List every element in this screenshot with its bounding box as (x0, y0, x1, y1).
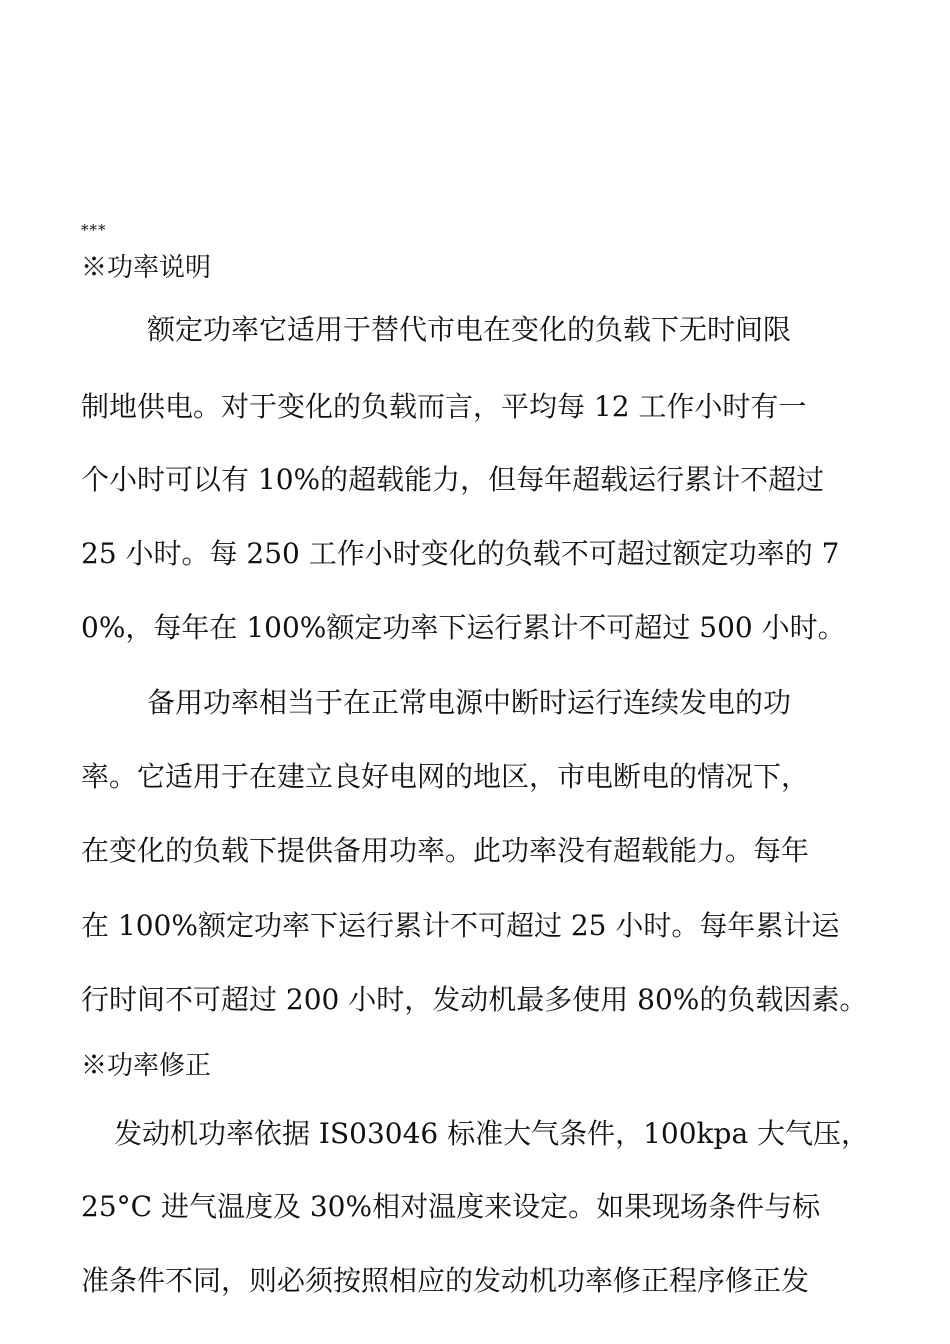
separator-marker: *** (81, 221, 107, 239)
paragraph-line: 25°C 进气温度及 30%相对温度来设定。如果现场条件与标 (81, 1190, 821, 1223)
paragraph-line: 准条件不同，则必须按照相应的发动机功率修正程序修正发 (81, 1264, 810, 1297)
paragraph-line: 25 小时。每 250 工作小时变化的负载不可超过额定功率的 7 (81, 537, 840, 570)
paragraph-line: 在变化的负载下提供备用功率。此功率没有超载能力。每年 (81, 834, 810, 867)
paragraph-line: 0%，每年在 100%额定功率下运行累计不可超过 500 小时。 (81, 611, 846, 644)
paragraph-line: 在 100%额定功率下运行累计不可超过 25 小时。每年累计运 (81, 909, 840, 942)
paragraph-line: 备用功率相当于在正常电源中断时运行连续发电的功 (147, 686, 792, 719)
section-heading-power-correction: ※功率修正 (81, 1051, 212, 1081)
paragraph-line: 个小时可以有 10%的超载能力，但每年超载运行累计不超过 (81, 463, 825, 496)
paragraph-line: 额定功率它适用于替代市电在变化的负载下无时间限 (147, 313, 792, 346)
section-heading-power-description: ※功率说明 (81, 253, 212, 283)
paragraph-line: 发动机功率依据 IS03046 标准大气条件，100kpa 大气压， (114, 1117, 870, 1150)
paragraph-line: 率。它适用于在建立良好电网的地区，市电断电的情况下， (81, 760, 810, 793)
paragraph-line: 制地供电。对于变化的负载而言，平均每 12 工作小时有一 (81, 390, 807, 423)
paragraph-line: 行时间不可超过 200 小时，发动机最多使用 80%的负载因素。 (81, 983, 868, 1016)
